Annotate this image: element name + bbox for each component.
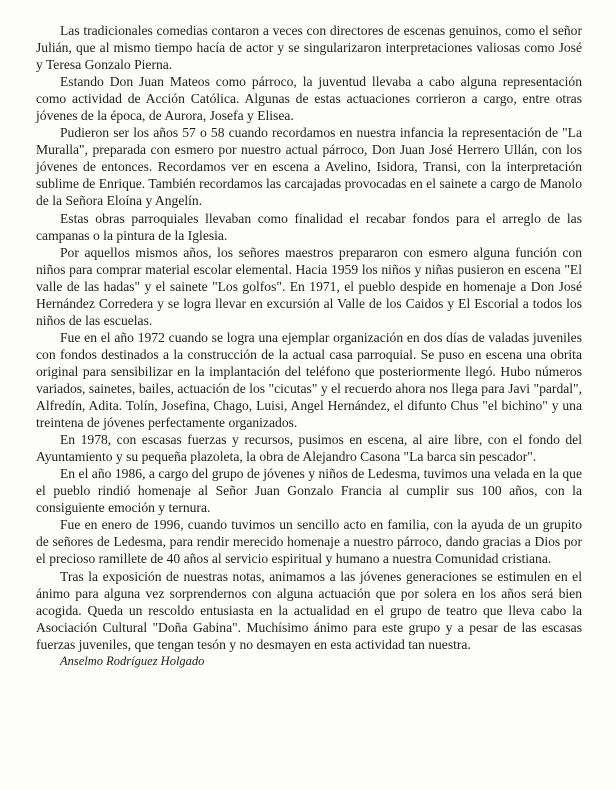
- paragraph-4: Estas obras parroquiales llevaban como finalidad el recabar fondos para el arreglo de las campanas o la pintura de la Iglesia.: [36, 210, 582, 243]
- paragraph-10: Tras la exposición de nuestras notas, animamos a las jóvenes generaciones se estimulen en el ánimo para alguna vez sorprendernos con alguna actuación que por solera en los años será bien acogida. Queda un rescoldo entusiasta en la actualidad en el grupo de teatro que lleva cabo la Asociación Cultural "Doña Gabina". Muchísimo ánimo para este grupo y a pesar de las escasas fuerzas juveniles, que tengan tesón y no desmayen en esta actividad tan nuestra.: [36, 568, 582, 652]
- author-signature: Anselmo Rodríguez Holgado: [60, 653, 205, 668]
- paragraph-7: En 1978, con escasas fuerzas y recursos, pusimos en escena, al aire libre, con el fondo del Ayuntamiento y su pequeña plazoleta, la obra de Alejandro Casona "La barca sin pescador".: [36, 432, 582, 465]
- article-body: [36, 22, 582, 670]
- paragraph-9: Fue en enero de 1996, cuando tuvimos un sencillo acto en familia, con la ayuda de un grupito de señores de Ledesma, para rendir merecido homenaje a nuestro párroco, dando gracias a Dios por el precioso ramillete de 40 años al servicio espiritual y humano a nuestra Comunidad cristiana.: [36, 517, 582, 567]
- paragraph-1: Las tradicionales comedias contaron a veces con directores de escenas genuinos, como el señor Julián, que al mismo tiempo hacía de actor y se singularizaron interpretaciones valiosas como José y Teresa Gonzalo Pierna.: [36, 23, 582, 73]
- paragraph-5: Por aquellos mismos años, los señores maestros prepararon con esmero alguna función con niños para comprar material escolar elemental. Hacia 1959 los niños y niñas pusieron en escena "El valle de las hadas" y el sainete "Los golfos". En 1971, el pueblo despide en homenaje a Don José Hernández Corredera y se logra llevar en excursión al Valle de los Caidos y El Escorial a todos los niños de las escuelas.: [36, 244, 582, 328]
- paragraph-2: Estando Don Juan Mateos como párroco, la juventud llevaba a cabo alguna representación como actividad de Acción Católica. Algunas de estas actuaciones corrieron a cargo, entre otras jóvenes de la época, de Aurora, Josefa y Elisea.: [36, 74, 582, 124]
- paragraph-8: En el año 1986, a cargo del grupo de jóvenes y niños de Ledesma, tuvimos una velada en la que el pueblo rindió homenaje al Señor Juan Gonzalo Francia al cumplir sus 100 años, con la consiguiente emoción y ternura.: [36, 466, 582, 516]
- paragraph-3: Pudieron ser los años 57 o 58 cuando recordamos en nuestra infancia la representación de "La Muralla", preparada con esmero por nuestro actual párroco, Don Juan José Herrero Ullán, con los jóvenes de entonces. Recordamos ver en escena a Avelino, Isidora, Transi, con la interpretación sublime de Enrique. También recordamos las carcajadas provocadas en el sainete a cargo de Manolo de la Señora Eloína y Angelín.: [36, 125, 582, 209]
- paragraph-6: Fue en el año 1972 cuando se logra una ejemplar organización en dos días de valadas juveniles con fondos destinados a la construcción de la actual casa parroquial. Se puso en escena una obrita original para sensibilizar en la implantación del teléfono que posteriormente llegó. Hubo números variados, sainetes, bailes, actuación de los "cicutas" y el recuerdo ahora nos llega para Javi "pardal", Alfredín, Adita. Tolín, Josefina, Chago, Luisi, Angel Hernández, el difunto Chus "el bichino" y una treintena de jóvenes perfectamente organizados.: [36, 329, 582, 431]
